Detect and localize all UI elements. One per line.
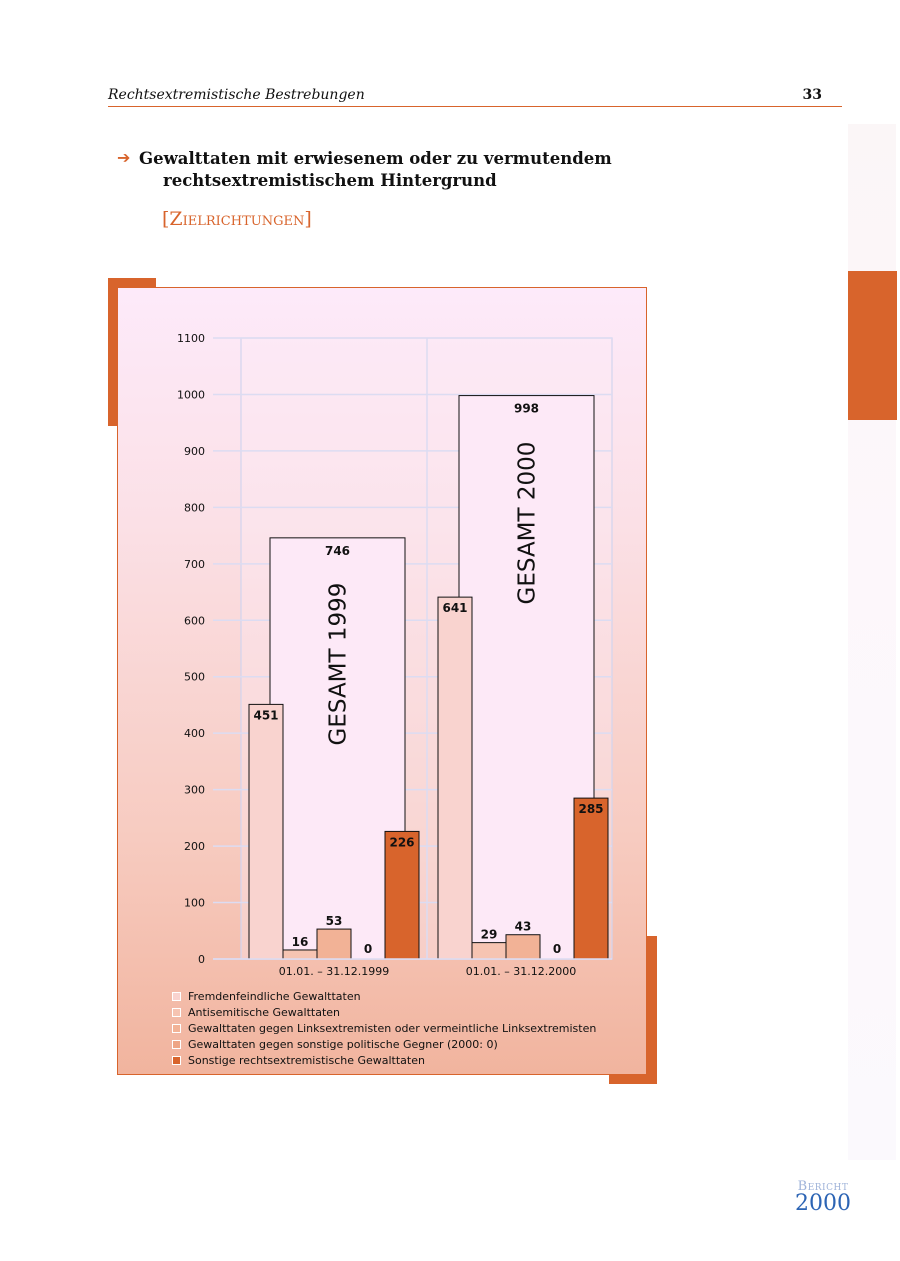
y-tick-label: 600	[184, 614, 205, 628]
bar-value-label: 29	[480, 927, 498, 942]
bar-value-label: 16	[291, 934, 309, 949]
bar	[472, 943, 506, 959]
legend-swatch	[172, 1008, 181, 1017]
section-title: Rechtsextremistische Bestrebungen	[108, 87, 365, 103]
y-tick-label: 0	[198, 953, 205, 966]
y-tick-label: 800	[184, 501, 205, 515]
legend-swatch	[172, 1040, 181, 1049]
legend-item	[172, 1005, 596, 1021]
legend-swatch	[172, 1056, 181, 1065]
legend-label: Sonstige rechtsextremistische Gewalttaten	[188, 1053, 425, 1067]
chart-legend	[172, 989, 596, 1068]
bar	[249, 704, 283, 959]
total-rotated-label: GESAMT 2000	[514, 441, 541, 605]
bar	[438, 597, 472, 959]
y-tick-label: 200	[184, 840, 205, 854]
bar	[317, 929, 351, 959]
y-tick-label: 1000	[177, 388, 205, 402]
legend-item	[172, 1021, 596, 1037]
legend-label: Gewalttaten gegen sonstige politische Gegner (2000: 0)	[188, 1037, 498, 1051]
legend-label: Antisemitische Gewalttaten	[188, 1006, 341, 1020]
legend-item	[172, 1052, 596, 1068]
legend-label: Gewalttaten gegen Linksextremisten oder vermeintliche Linksextremisten	[188, 1021, 597, 1035]
arrow-icon: ➔	[117, 148, 131, 167]
total-rotated-label: GESAMT 1999	[325, 582, 352, 746]
bar-value-label: 43	[514, 919, 532, 934]
bar	[574, 798, 608, 959]
y-tick-label: 100	[184, 896, 205, 910]
legend-item	[172, 989, 596, 1005]
logo-year: 2000	[795, 1191, 851, 1216]
legend-label: Fremdenfeindliche Gewalttaten	[188, 990, 361, 1004]
logo-word: Bericht	[797, 1179, 849, 1194]
bar-value-label: 641	[442, 601, 468, 616]
y-tick-label: 900	[184, 444, 205, 458]
bar-value-label: 0	[363, 942, 373, 956]
bar-value-label: 451	[253, 708, 279, 723]
total-value-label: 998	[513, 401, 540, 416]
total-value-label: 746	[324, 543, 351, 558]
y-tick-label: 300	[184, 783, 205, 797]
legend-swatch	[172, 992, 181, 1001]
bar	[283, 950, 317, 959]
x-category-label: 01.01. – 31.12.2000	[465, 965, 577, 978]
subheading-text: [Zielrichtungen]	[162, 208, 312, 230]
y-tick-label: 1100	[177, 332, 205, 345]
heading-line-2: rechtsextremistischem Hintergrund	[163, 171, 497, 190]
bar	[506, 935, 540, 959]
report-logo	[788, 1180, 858, 1215]
bar	[385, 831, 419, 959]
bar-value-label: 0	[552, 942, 562, 956]
bar-value-label: 285	[578, 802, 604, 817]
bar-value-label: 53	[325, 914, 343, 929]
page-number: 33	[802, 87, 822, 103]
legend-swatch	[172, 1024, 181, 1033]
y-tick-label: 500	[184, 670, 205, 684]
y-tick-label: 700	[184, 557, 205, 571]
heading-line-1: Gewalttaten mit erwiesenem oder zu vermutendem	[139, 149, 612, 168]
y-tick-label: 400	[184, 727, 205, 741]
x-category-label: 01.01. – 31.12.1999	[278, 965, 390, 978]
bar-value-label: 226	[389, 835, 415, 850]
legend-item	[172, 1036, 596, 1052]
